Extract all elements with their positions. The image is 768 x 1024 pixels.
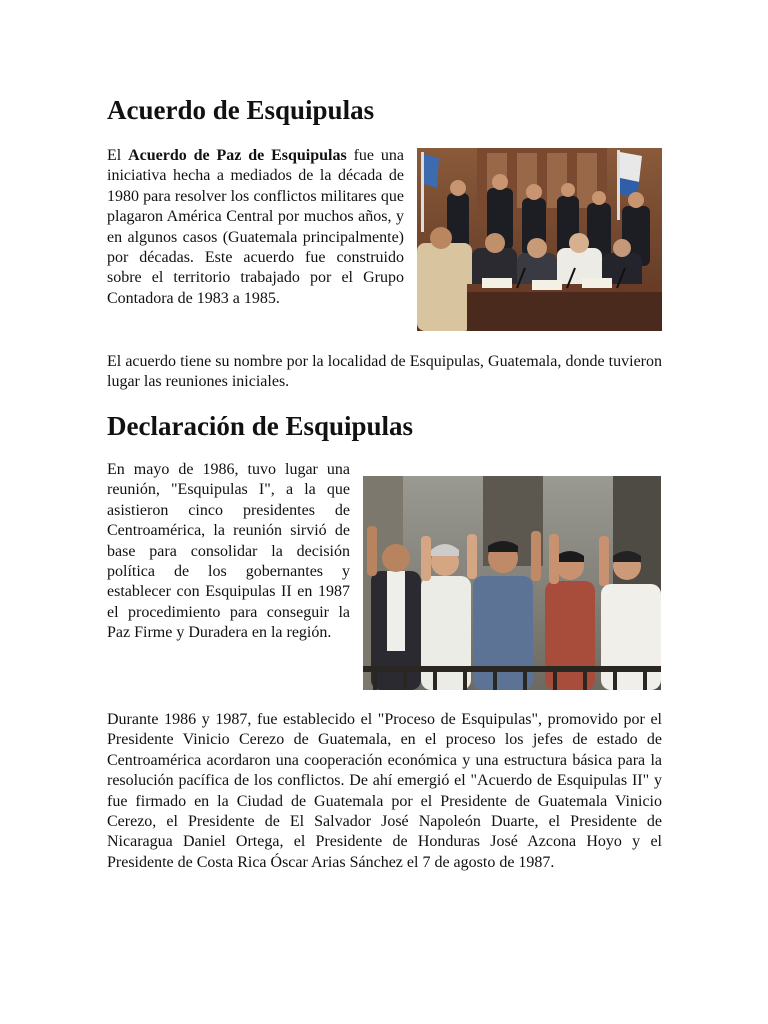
- section-title-declaracion: Declaración de Esquipulas: [107, 411, 414, 441]
- name-origin-paragraph: El acuerdo tiene su nombre por la localidad de Esquipulas, Guatemala, donde tuvieron lugar las reuniones iniciales.: [107, 353, 662, 391]
- esquipulas-i-paragraph: En mayo de 1986, tuvo lugar una reunión, "Esquipulas I", a la que asistieron cinco presidentes de Centroamérica, la reunión sirvió de base para consolidar la decisión política de los gobernantes y establecer con Esquipulas II en 1987 el procedimiento para conseguir la Paz Firme y Duradera en la región.: [107, 461, 350, 642]
- intro-body: fue una iniciativa hecha a mediados de la década de 1980 para resolver los conflictos militares que plagaron América Central por muchos años, y en algunos casos (Guatemala principalmente) por décadas. Este acuerdo fue construido sobre el territorio trabajado por el Grupo Contadora de 1983 a 1985.: [107, 147, 405, 307]
- proceso-paragraph: Durante 1986 y 1987, fue establecido el "Proceso de Esquipulas", promovido por el Presidente Vinicio Cerezo de Guatemala, en el proceso los jefes de estado de Centroamérica acordaron una cooperación económica y una estructura básica para la resolución pacífica de los conflictos. De ahí emergió el "Acuerdo de Esquipulas II" y fue firmado en la Ciudad de Guatemala por el Presidente de Guatemala Vinicio Cerezo, el Presidente de El Salvador José Napoleón Duarte, el Presidente de Nicaragua Daniel Ortega, el Presidente de Honduras José Azcona Hoyo y el Presidente de Costa Rica Óscar Arias Sánchez el 7 de agosto de 1987.: [107, 711, 662, 871]
- presidents-waving-photo: [363, 476, 661, 690]
- signing-ceremony-photo: [417, 148, 662, 331]
- section-title-acuerdo: Acuerdo de Esquipulas: [107, 95, 375, 125]
- intro-bold-term: Acuerdo de Paz de Esquipulas: [128, 147, 347, 164]
- intro-paragraph: [107, 146, 404, 309]
- intro-lead: El: [107, 147, 129, 164]
